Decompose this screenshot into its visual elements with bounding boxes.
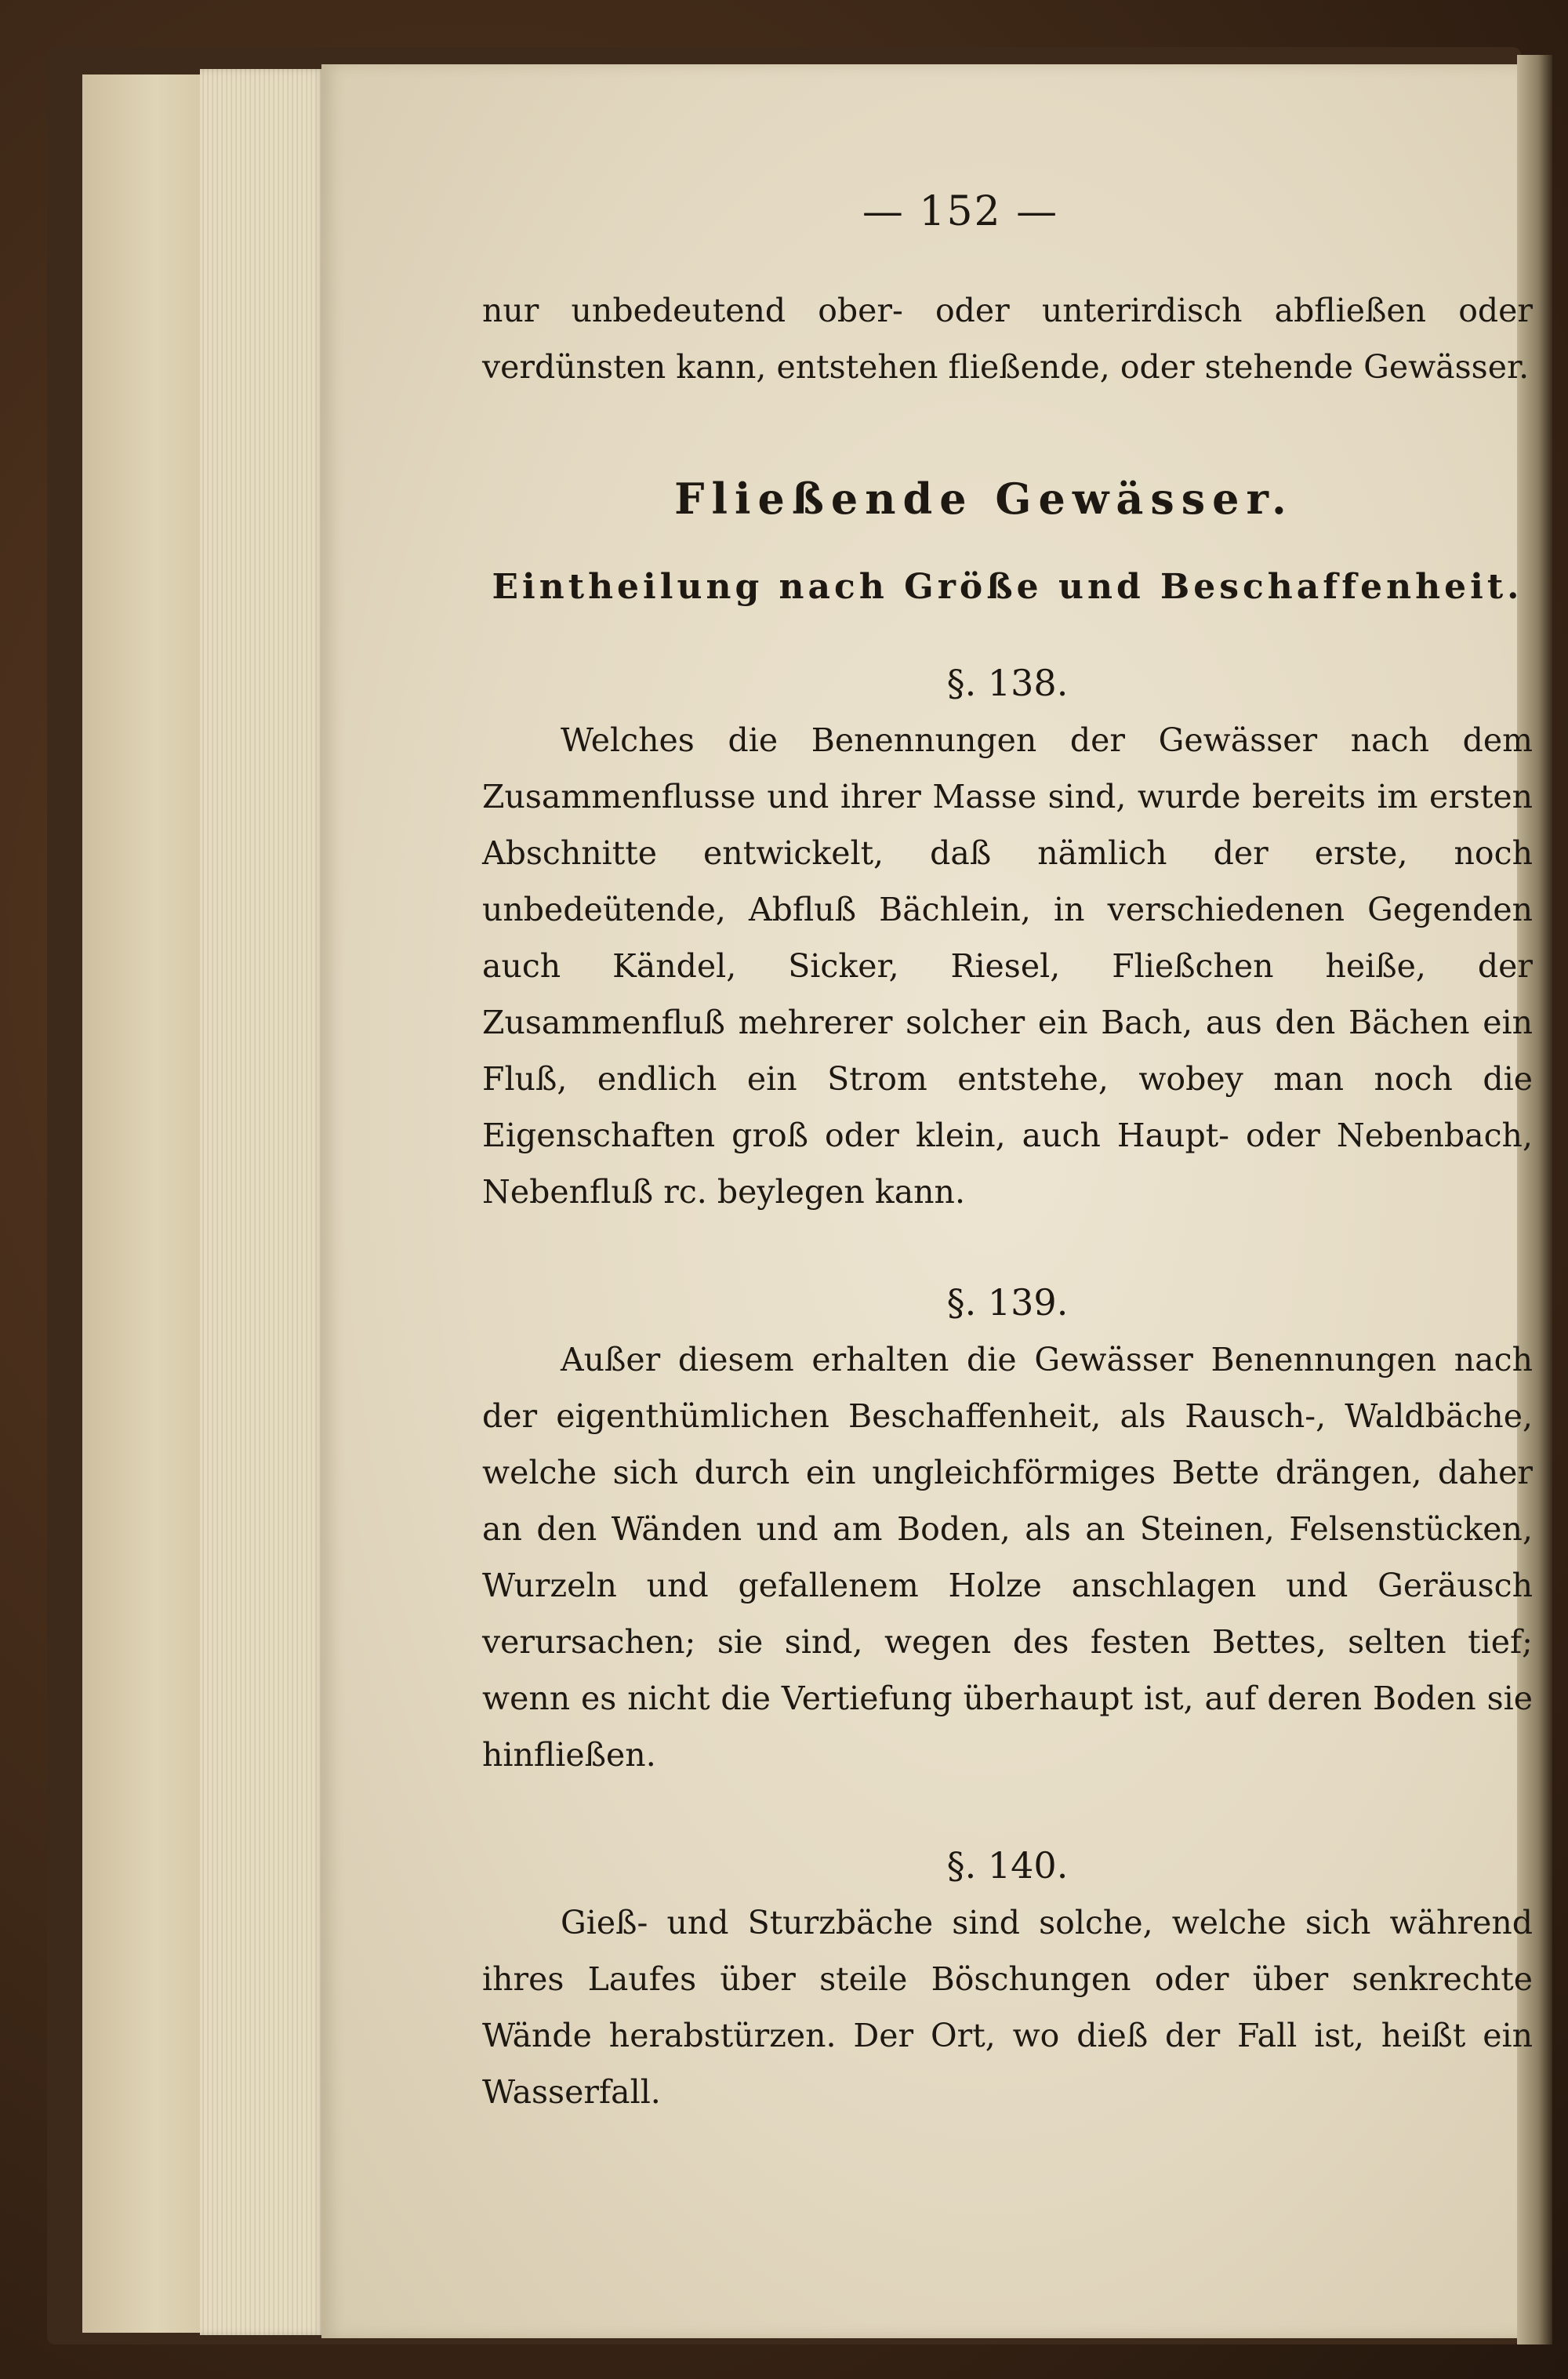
section-paragraph: Welches die Benennungen der Gewässer nach dem Zusammenflusse und ihrer Masse sind, wurde bereits im ersten Abschnitte entwickelt, daß nämlich der erste, noch unbedeütende, Abfluß Bächlein, in verschiedenen Gegenden auch Kändel, Sicker, Riesel, Fließchen heiße, der Zusammenfluß mehrerer solcher ein Bach, aus den Bächen ein Fluß, endlich ein Strom entstehe, wobey man noch die Eigenschaften groß oder klein, auch Haupt- oder Nebenbach, Nebenfluß rc. beylegen kann. — [482, 721, 1533, 1211]
page-content — [482, 188, 1533, 2120]
section-paragraph: Gieß- und Sturzbäche sind solche, welche sich während ihres Laufes über steile Böschungen oder über senkrechte Wände herabstürzen. Der Ort, wo dieß der Fall ist, heißt ein Wasserfall. — [482, 1904, 1533, 2111]
left-page-edge — [82, 74, 216, 2333]
section-number: §. 140. — [946, 1844, 1069, 1887]
page-number: — 152 — — [862, 188, 1059, 235]
chapter-heading: Fließende Gewässer. — [674, 474, 1294, 524]
section-number: §. 139. — [946, 1281, 1069, 1324]
page-stack — [200, 69, 325, 2335]
intro-paragraph: nur unbedeutend ober- oder unterirdisch abfließen oder verdünsten kann, entstehen fließende, oder stehende Gewässer. — [482, 292, 1533, 386]
chapter-subheading: Eintheilung nach Größe und Beschaffenheit. — [492, 567, 1523, 607]
section-number: §. 138. — [946, 662, 1069, 704]
section-paragraph: Außer diesem erhalten die Gewässer Benennungen nach der eigenthümlichen Beschaffenheit, als Rausch-, Waldbäche, welche sich durch ein ungleichförmiges Bette drängen, daher an den Wänden und am Boden, als an Steinen, Felsenstücken, Wurzeln und gefallenem Holze anschlagen und Geräusch verursachen; sie sind, wegen des festen Bettes, selten tief; wenn es nicht die Vertiefung überhaupt ist, auf deren Boden sie hinfließen. — [482, 1341, 1533, 1774]
